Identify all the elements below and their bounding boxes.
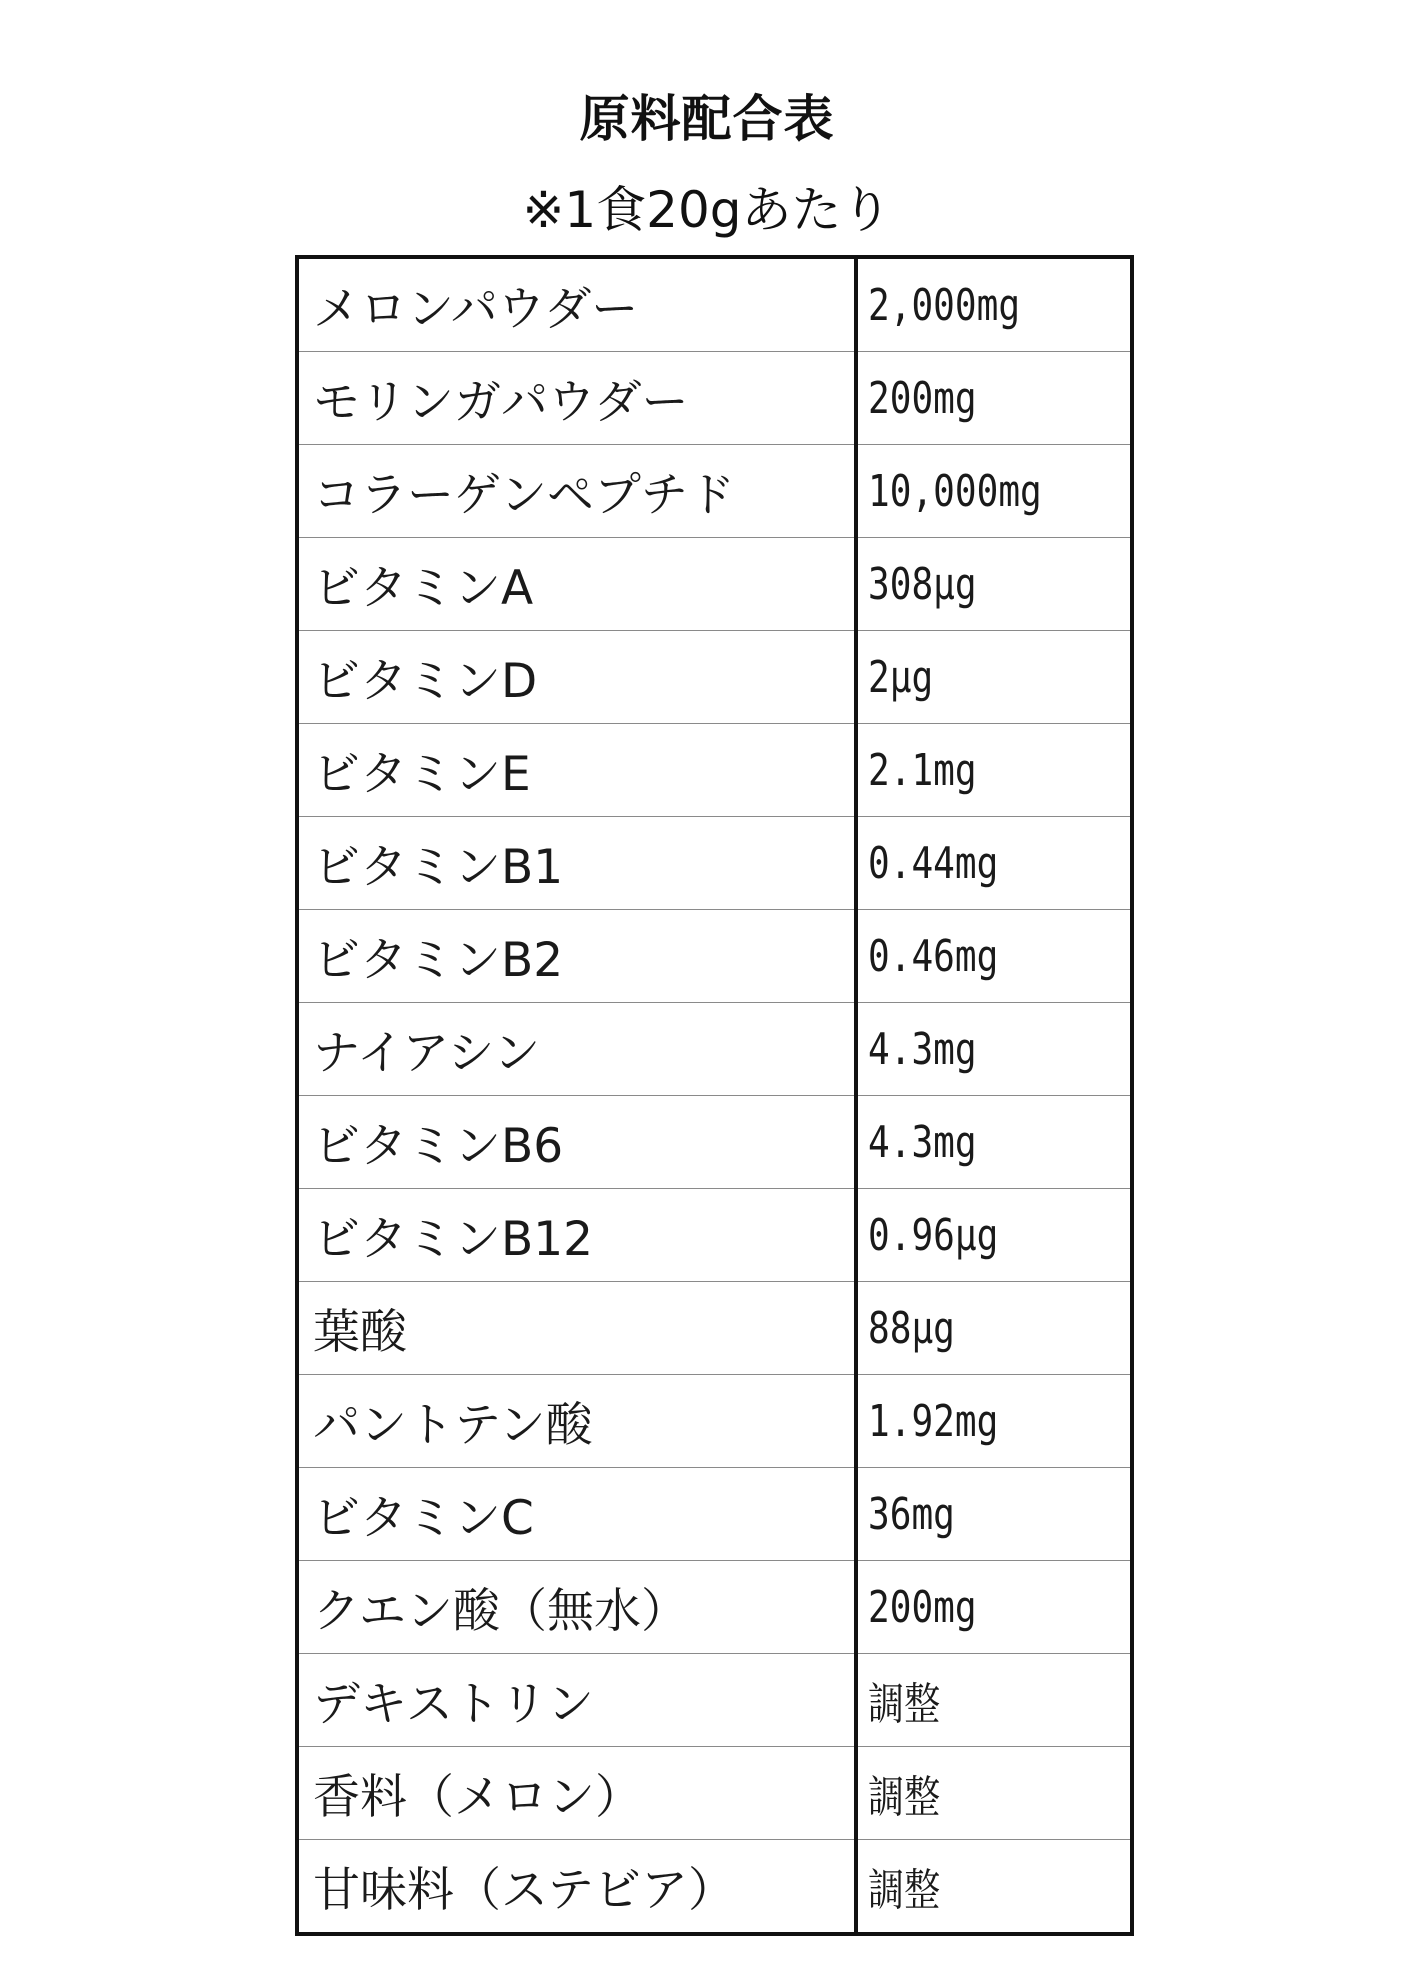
ingredient-name: ビタミンC bbox=[297, 1468, 856, 1561]
ingredient-amount: 4.3mg bbox=[868, 1023, 977, 1075]
ingredient-name: ナイアシン bbox=[297, 1003, 856, 1096]
ingredient-name: メロンパウダー bbox=[297, 257, 856, 352]
ingredient-amount-cell bbox=[856, 1654, 1132, 1747]
ingredient-amount-cell bbox=[856, 1468, 1132, 1561]
ingredient-amount: 200mg bbox=[868, 372, 977, 424]
ingredient-amount-cell bbox=[856, 631, 1132, 724]
ingredient-amount: 88μg bbox=[868, 1302, 955, 1354]
ingredient-amount: 0.96μg bbox=[868, 1209, 999, 1261]
ingredient-row bbox=[297, 352, 1132, 445]
ingredient-amount-cell bbox=[856, 538, 1132, 631]
ingredient-row bbox=[297, 257, 1132, 352]
ingredient-amount: 1.92mg bbox=[868, 1395, 999, 1447]
ingredient-row bbox=[297, 1096, 1132, 1189]
ingredient-amount-cell bbox=[856, 1096, 1132, 1189]
ingredient-amount: 0.46mg bbox=[868, 930, 999, 982]
ingredient-amount-cell bbox=[856, 1375, 1132, 1468]
ingredient-name: クエン酸（無水） bbox=[297, 1561, 856, 1654]
ingredient-amount-cell bbox=[856, 910, 1132, 1003]
ingredient-row bbox=[297, 445, 1132, 538]
ingredient-amount: 調整 bbox=[868, 1772, 941, 1823]
ingredient-amount-cell bbox=[856, 1189, 1132, 1282]
ingredient-amount: 36mg bbox=[868, 1488, 955, 1540]
ingredient-amount: 調整 bbox=[868, 1679, 941, 1730]
document-title: 原料配合表 bbox=[579, 90, 835, 148]
ingredient-name: 葉酸 bbox=[297, 1282, 856, 1375]
ingredient-amount-cell bbox=[856, 445, 1132, 538]
ingredients-table bbox=[295, 255, 1134, 1936]
ingredient-row bbox=[297, 1282, 1132, 1375]
ingredients-table-container bbox=[295, 255, 1130, 1918]
ingredients-table-body bbox=[297, 257, 1132, 1934]
ingredient-amount-cell bbox=[856, 352, 1132, 445]
ingredient-row bbox=[297, 1654, 1132, 1747]
ingredient-name: ビタミンB1 bbox=[297, 817, 856, 910]
ingredient-amount: 10,000mg bbox=[868, 465, 1042, 517]
ingredient-name: ビタミンB6 bbox=[297, 1096, 856, 1189]
ingredient-name: モリンガパウダー bbox=[297, 352, 856, 445]
ingredient-name: コラーゲンペプチド bbox=[297, 445, 856, 538]
ingredient-row bbox=[297, 817, 1132, 910]
ingredient-amount: 200mg bbox=[868, 1581, 977, 1633]
ingredient-amount-cell bbox=[856, 257, 1132, 352]
ingredient-name: 香料（メロン） bbox=[297, 1747, 856, 1840]
ingredient-row bbox=[297, 631, 1132, 724]
ingredient-row bbox=[297, 1747, 1132, 1840]
ingredient-row bbox=[297, 1375, 1132, 1468]
ingredient-amount-cell bbox=[856, 1747, 1132, 1840]
ingredient-amount-cell bbox=[856, 724, 1132, 817]
ingredient-row bbox=[297, 1003, 1132, 1096]
ingredient-name: パントテン酸 bbox=[297, 1375, 856, 1468]
ingredient-amount: 2.1mg bbox=[868, 744, 977, 796]
ingredient-name: 甘味料（ステビア） bbox=[297, 1840, 856, 1935]
ingredient-row bbox=[297, 1840, 1132, 1935]
ingredient-amount-cell bbox=[856, 1003, 1132, 1096]
ingredient-name: デキストリン bbox=[297, 1654, 856, 1747]
ingredient-row bbox=[297, 910, 1132, 1003]
ingredient-name: ビタミンE bbox=[297, 724, 856, 817]
document-subtitle: ※1食20gあたり bbox=[522, 181, 892, 239]
ingredient-amount-cell bbox=[856, 817, 1132, 910]
ingredient-amount-cell bbox=[856, 1840, 1132, 1935]
ingredient-amount: 0.44mg bbox=[868, 837, 999, 889]
ingredient-amount: 2,000mg bbox=[868, 279, 1021, 331]
ingredient-row bbox=[297, 538, 1132, 631]
ingredient-name: ビタミンB2 bbox=[297, 910, 856, 1003]
ingredient-amount: 2μg bbox=[868, 651, 934, 703]
ingredient-amount: 308μg bbox=[868, 558, 977, 610]
ingredient-amount-cell bbox=[856, 1561, 1132, 1654]
ingredient-amount: 4.3mg bbox=[868, 1116, 977, 1168]
ingredient-row bbox=[297, 724, 1132, 817]
ingredient-name: ビタミンD bbox=[297, 631, 856, 724]
ingredient-row bbox=[297, 1561, 1132, 1654]
ingredient-amount-cell bbox=[856, 1282, 1132, 1375]
ingredient-row bbox=[297, 1189, 1132, 1282]
ingredient-amount: 調整 bbox=[868, 1865, 941, 1916]
ingredient-name: ビタミンA bbox=[297, 538, 856, 631]
ingredient-name: ビタミンB12 bbox=[297, 1189, 856, 1282]
ingredient-row bbox=[297, 1468, 1132, 1561]
